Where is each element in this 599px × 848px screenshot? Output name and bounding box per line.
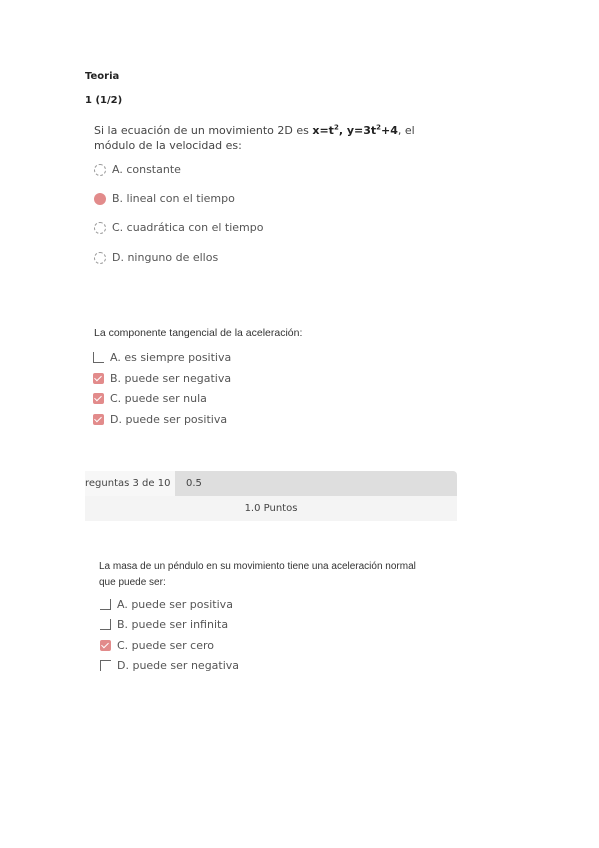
q3-option-a[interactable] <box>100 598 233 611</box>
option-label: B. puede ser infinita <box>117 618 229 631</box>
option-label: A. es siempre positiva <box>110 351 232 364</box>
q3-option-b[interactable] <box>100 618 228 631</box>
checkbox-unchecked-icon[interactable] <box>100 599 111 610</box>
checkbox-checked-icon[interactable] <box>100 640 111 651</box>
section-title: Teoria <box>85 71 120 82</box>
points-label: 1.0 Puntos <box>85 496 457 521</box>
checkbox-unchecked-icon[interactable] <box>100 619 111 630</box>
q1-option-d[interactable] <box>94 251 218 264</box>
option-label: C. cuadrática con el tiempo <box>112 221 264 234</box>
q1-option-c[interactable] <box>94 221 263 234</box>
q2-option-a[interactable] <box>93 351 231 364</box>
checkbox-unchecked-icon[interactable] <box>100 660 111 671</box>
option-label: C. puede ser nula <box>110 392 207 405</box>
q1-option-b[interactable] <box>94 192 235 205</box>
question-1-text: Si la ecuación de un movimiento 2D es $x=t^2$, $y=3t^2+4$, el módulo de la velocidad es: <box>94 123 415 152</box>
option-label: D. puede ser positiva <box>110 413 228 426</box>
question-counter: reguntas 3 de 10 <box>85 471 175 496</box>
checkbox-unchecked-icon[interactable] <box>93 352 104 363</box>
radio-unselected-icon[interactable] <box>94 252 106 264</box>
radio-unselected-icon[interactable] <box>94 164 106 176</box>
question-3-text: La masa de un péndulo en su movimiento tiene una aceleración normal que puede ser: <box>99 561 416 588</box>
option-label: C. puede ser cero <box>117 639 214 652</box>
status-bar <box>85 471 457 496</box>
q3-option-c[interactable] <box>100 639 214 652</box>
q3-option-d[interactable] <box>100 659 239 672</box>
question-number: 1 (1/2) <box>85 95 123 106</box>
option-label: B. puede ser negativa <box>110 372 232 385</box>
option-label: A. puede ser positiva <box>117 598 233 611</box>
q2-option-c[interactable] <box>93 392 207 405</box>
option-label: A. constante <box>112 163 181 176</box>
checkbox-checked-icon[interactable] <box>93 373 104 384</box>
radio-selected-icon[interactable] <box>94 193 106 205</box>
checkbox-checked-icon[interactable] <box>93 393 104 404</box>
q2-option-b[interactable] <box>93 372 231 385</box>
score-value: 0.5 <box>186 478 202 489</box>
question-2-text: La componente tangencial de la aceleración: <box>94 327 303 339</box>
checkbox-checked-icon[interactable] <box>93 414 104 425</box>
option-label: D. puede ser negativa <box>117 659 240 672</box>
option-label: D. ninguno de ellos <box>112 251 219 264</box>
q1-option-a[interactable] <box>94 163 181 176</box>
radio-unselected-icon[interactable] <box>94 222 106 234</box>
option-label: B. lineal con el tiempo <box>112 192 235 205</box>
q2-option-d[interactable] <box>93 413 227 426</box>
